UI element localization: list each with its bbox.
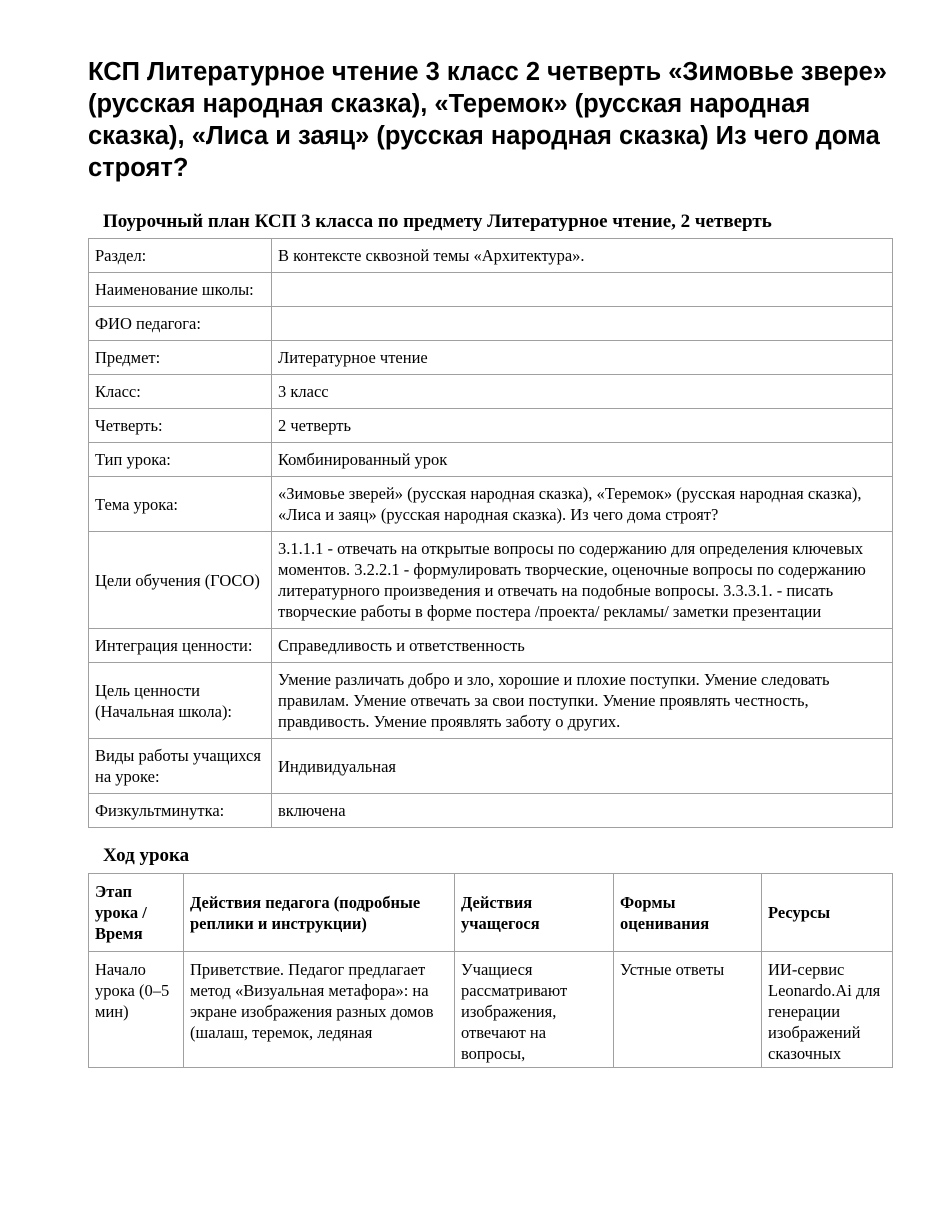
table-row xyxy=(89,375,893,409)
document-title: КСП Литературное чтение 3 класс 2 четверть «Зимовье звере» (русская народная сказка), «Теремок» (русская народная сказка), «Лиса и заяц» (русская народная сказка) Из чего дома строят? xyxy=(88,58,887,182)
table-row xyxy=(89,341,893,375)
table-row xyxy=(89,794,893,828)
plan-value xyxy=(272,273,893,307)
plan-table xyxy=(88,238,893,828)
table-row xyxy=(89,663,893,739)
table-header-row xyxy=(89,874,893,952)
plan-key: Предмет: xyxy=(89,341,272,375)
lesson-heading: Ход урока xyxy=(103,845,190,866)
column-header: Действия педагога (подробные реплики и инструкции) xyxy=(184,874,455,952)
plan-heading: Поурочный план КСП 3 класса по предмету Литературное чтение, 2 четверть xyxy=(103,211,772,232)
table-row xyxy=(89,409,893,443)
plan-key: Физкультминутка: xyxy=(89,794,272,828)
plan-key: Четверть: xyxy=(89,409,272,443)
table-row xyxy=(89,739,893,794)
plan-value: Комбинированный урок xyxy=(272,443,893,477)
lesson-stage: Начало урока (0–5 мин) xyxy=(89,952,184,1068)
plan-key: Интеграция ценности: xyxy=(89,629,272,663)
lesson-table xyxy=(88,873,893,1068)
plan-value: Литературное чтение xyxy=(272,341,893,375)
table-row xyxy=(89,239,893,273)
column-header: Формы оценивания xyxy=(614,874,762,952)
table-row xyxy=(89,443,893,477)
plan-value: Умение различать добро и зло, хорошие и плохие поступки. Умение следовать правилам. Умение отвечать за свои поступки. Умение проявлять честность, правдивость. Умение проявлять заботу о других. xyxy=(272,663,893,739)
plan-value: 3.1.1.1 - отвечать на открытые вопросы по содержанию для определения ключевых моментов. 3.2.2.1 - формулировать творческие, оценочные вопросы по содержанию литературного произведения и отвечать на подобные вопросы. 3.3.3.1. - писать творческие работы в форме постера /проекта/ рекламы/ заметки презентации xyxy=(272,532,893,629)
teacher-actions: Приветствие. Педагог предлагает метод «Визуальная метафора»: на экране изображения разных домов (шалаш, теремок, ледяная xyxy=(184,952,455,1068)
student-actions: Учащиеся рассматривают изображения, отвечают на вопросы, xyxy=(455,952,614,1068)
table-row xyxy=(89,477,893,532)
table-row xyxy=(89,629,893,663)
document-page xyxy=(88,56,893,1068)
plan-key: Класс: xyxy=(89,375,272,409)
table-row xyxy=(89,952,893,1068)
plan-key: Виды работы учащихся на уроке: xyxy=(89,739,272,794)
column-header: Действия учащегося xyxy=(455,874,614,952)
table-row xyxy=(89,307,893,341)
plan-value: Справедливость и ответственность xyxy=(272,629,893,663)
plan-value: 3 класс xyxy=(272,375,893,409)
table-row xyxy=(89,273,893,307)
plan-key: Цель ценности (Начальная школа): xyxy=(89,663,272,739)
plan-value: В контексте сквозной темы «Архитектура». xyxy=(272,239,893,273)
plan-key: ФИО педагога: xyxy=(89,307,272,341)
table-row xyxy=(89,532,893,629)
plan-key: Цели обучения (ГОСО) xyxy=(89,532,272,629)
plan-key: Тип урока: xyxy=(89,443,272,477)
plan-key: Наименование школы: xyxy=(89,273,272,307)
plan-value: Индивидуальная xyxy=(272,739,893,794)
plan-key: Тема урока: xyxy=(89,477,272,532)
column-header: Ресурсы xyxy=(762,874,893,952)
plan-value: 2 четверть xyxy=(272,409,893,443)
plan-key: Раздел: xyxy=(89,239,272,273)
plan-value xyxy=(272,307,893,341)
column-header: Этап урока / Время xyxy=(89,874,184,952)
assessment-forms: Устные ответы xyxy=(614,952,762,1068)
plan-value: «Зимовье зверей» (русская народная сказка), «Теремок» (русская народная сказка), «Лиса и заяц» (русская народная сказка). Из чего дома строят? xyxy=(272,477,893,532)
plan-value: включена xyxy=(272,794,893,828)
resources: ИИ-сервис Leonardo.Ai для генерации изображений сказочных xyxy=(762,952,893,1068)
